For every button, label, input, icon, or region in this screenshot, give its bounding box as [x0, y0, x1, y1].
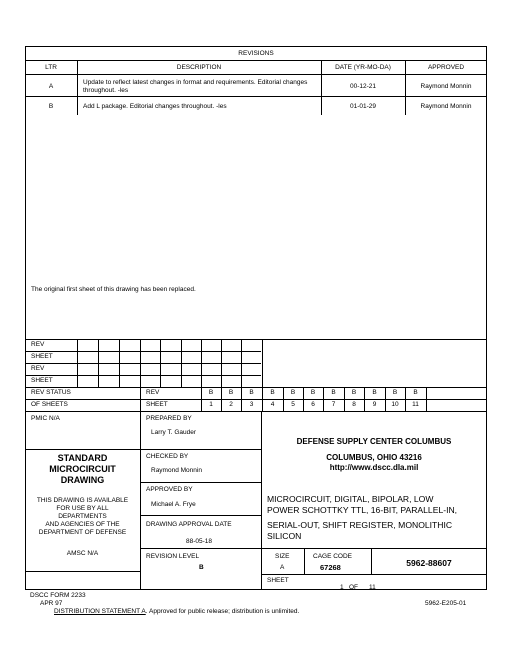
of-sheets-label: OF SHEETS — [31, 401, 68, 408]
sheet-header: SHEET — [146, 401, 168, 408]
form-number: DSCC FORM 2233 — [30, 592, 86, 599]
date-header: DATE (YR-MO-DA) — [335, 64, 391, 71]
sheet-total: 11 — [369, 584, 376, 591]
rev-label-top: REV — [31, 341, 45, 348]
cage-code-label: CAGE CODE — [313, 553, 353, 560]
description-header: DESCRIPTION — [176, 64, 222, 71]
sheet-number-cell: 9 — [372, 401, 377, 408]
rev-status-cell: B — [331, 389, 336, 396]
standard-label: STANDARD — [57, 453, 108, 463]
rev-status-cell: B — [290, 389, 296, 396]
revision-date: 01-01-29 — [349, 103, 377, 110]
availability-line: DEPARTMENT OF DEFENSE — [38, 529, 127, 536]
sheet-number-cell: 3 — [249, 401, 254, 408]
grid-line — [426, 387, 427, 411]
checked-by-label: CHECKED BY — [146, 453, 189, 460]
rev-status-cell: B — [372, 389, 377, 396]
rev-status-cell: B — [413, 389, 418, 396]
availability-line: THIS DRAWING IS AVAILABLE — [36, 497, 129, 504]
size-label: SIZE — [275, 553, 290, 560]
prepared-by-label: PREPARED BY — [146, 415, 192, 422]
availability-line: FOR USE BY ALL — [56, 505, 109, 512]
revision-approver: Raymond Monnin — [420, 83, 472, 90]
revision-description-cont: throughout. -les — [83, 87, 129, 94]
approved-by-name: Michael A. Frye — [151, 501, 196, 508]
rev-status-cell: B — [249, 389, 254, 396]
rev-label-mid: REV — [31, 365, 45, 372]
drawing-label: DRAWING — [60, 475, 105, 485]
agency-city: COLUMBUS, OHIO 43216 — [326, 453, 422, 462]
revision-level: B — [199, 564, 204, 571]
sheet-label-mid: SHEET — [31, 377, 53, 384]
availability-line: DEPARTMENTS — [58, 513, 107, 520]
amsc-label: AMSC N/A — [66, 550, 99, 557]
revision-ltr: B — [48, 103, 54, 110]
rev-header: REV — [146, 389, 160, 396]
grid-line — [98, 339, 99, 387]
checked-by-name: Raymond Monnin — [151, 467, 202, 474]
sheet-number-cell: 10 — [391, 401, 399, 408]
revision-approver: Raymond Monnin — [420, 103, 472, 110]
drawing-title: SILICON — [267, 531, 302, 541]
sheet-of: OF — [349, 584, 359, 591]
distribution-label: DISTRIBUTION STATEMENT A — [54, 608, 146, 615]
agency-url: http://www.dscc.dla.mil — [329, 463, 419, 472]
distribution-text: . Approved for public release; distribution is unlimited. — [145, 608, 300, 615]
revision-level-label: REVISION LEVEL — [146, 553, 200, 560]
grid-line — [181, 339, 182, 387]
size-value: A — [280, 564, 285, 571]
rev-status-cell: B — [208, 389, 214, 396]
ltr-header: LTR — [45, 64, 57, 71]
rev-status-cell: B — [228, 389, 234, 396]
rev-status-label: REV STATUS — [31, 389, 71, 396]
approved-header: APPROVED — [427, 64, 465, 71]
cage-code: 67268 — [320, 563, 341, 572]
sheet-number-cell: 5 — [291, 401, 295, 408]
approval-date-label: DRAWING APPROVAL DATE — [146, 521, 232, 528]
distribution-statement — [54, 608, 299, 616]
drawing-title: SERIAL-OUT, SHIFT REGISTER, MONOLITHIC — [267, 520, 453, 530]
pmic-label: PMIC N/A — [31, 415, 60, 422]
replacement-note: The original first sheet of this drawing has been replaced. — [31, 286, 196, 293]
microcircuit-label: MICROCIRCUIT — [49, 464, 116, 474]
rev-status-cell: B — [310, 389, 316, 396]
revision-description: Update to reflect latest changes in format and requirements. Editorial changes — [83, 79, 308, 86]
approved-by-label: APPROVED BY — [146, 486, 193, 493]
sheet-number-cell: 1 — [209, 401, 213, 408]
revision-ltr: A — [48, 83, 54, 90]
sheet-number-cell: 7 — [331, 401, 336, 408]
grid-line — [77, 339, 78, 387]
sheet-number-cell: 6 — [311, 401, 315, 408]
rev-status-cell: B — [270, 389, 275, 396]
form-code: 5962-E205-01 — [425, 600, 467, 607]
grid-line — [119, 339, 120, 387]
approval-date: 88-05-18 — [186, 538, 213, 545]
grid-line — [160, 339, 161, 387]
rev-status-cell: B — [351, 389, 357, 396]
drawing-title: MICROCIRCUIT, DIGITAL, BIPOLAR, LOW — [267, 494, 434, 504]
sheet-number-cell: 11 — [412, 401, 419, 408]
sheet-number-cell: 4 — [270, 401, 275, 408]
drawing-number: 5962-88607 — [406, 558, 452, 568]
revision-date: 00-12-21 — [349, 83, 377, 90]
availability-line: AND AGENCIES OF THE — [45, 521, 120, 528]
sheet-number-cell: 8 — [352, 401, 356, 408]
sheet-label: SHEET — [267, 577, 289, 584]
drawing-title: POWER SCHOTTKY TTL, 16-BIT, PARALLEL-IN, — [267, 505, 458, 515]
prepared-by-name: Larry T. Gauder — [151, 429, 197, 436]
rev-status-cell: B — [392, 389, 398, 396]
sheet-number: 1 — [340, 584, 344, 591]
agency-name: DEFENSE SUPPLY CENTER COLUMBUS — [296, 437, 452, 446]
revisions-title: REVISIONS — [238, 50, 274, 57]
grid-line — [140, 339, 141, 411]
sheet-label-top: SHEET — [31, 353, 53, 360]
form-date: APR 97 — [40, 600, 63, 607]
revision-description: Add L package. Editorial changes throughout. -les — [83, 103, 227, 110]
sheet-number-cell: 2 — [229, 401, 233, 408]
